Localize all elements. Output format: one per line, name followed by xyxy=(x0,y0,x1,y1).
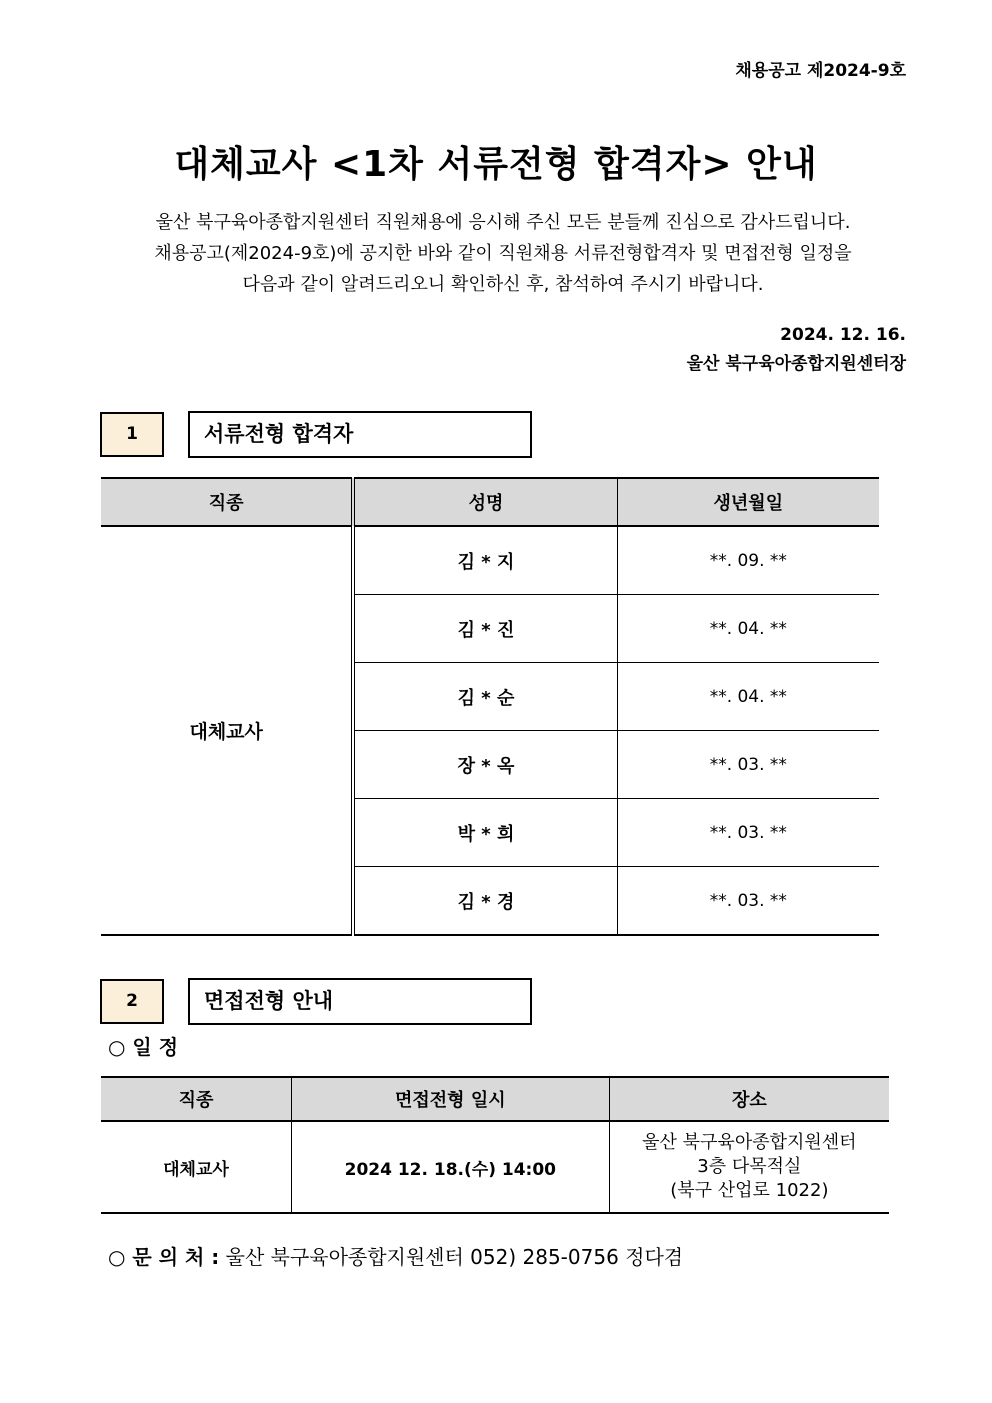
birth-cell: **. 09. ** xyxy=(617,526,879,595)
birth-cell: **. 04. ** xyxy=(617,663,879,731)
header-job: 직종 xyxy=(101,478,353,526)
job-cell: 대체교사 xyxy=(101,1121,291,1213)
contact-info xyxy=(108,1241,683,1270)
name-cell: 장 * 옥 xyxy=(353,731,617,799)
name-cell: 김 * 진 xyxy=(353,595,617,663)
intro-line: 다음과 같이 알려드리오니 확인하신 후, 참석하여 주시기 바랍니다. xyxy=(242,274,764,295)
birth-cell: **. 03. ** xyxy=(617,799,879,867)
table-header-row xyxy=(101,478,879,526)
notice-number: 채용공고 제2024-9호 xyxy=(735,61,906,81)
section-title: 서류전형 합격자 xyxy=(188,411,532,458)
table-row xyxy=(101,526,879,595)
place-cell xyxy=(609,1121,889,1213)
place-line: 3층 다목적실 xyxy=(697,1156,802,1177)
table-row xyxy=(101,1121,889,1213)
issuer-name: 울산 북구육아종합지원센터장 xyxy=(686,354,906,374)
name-cell: 김 * 순 xyxy=(353,663,617,731)
datetime-cell: 2024 12. 18.(수) 14:00 xyxy=(291,1121,609,1213)
place-line: 울산 북구육아종합지원센터 xyxy=(642,1132,857,1153)
header-name: 성명 xyxy=(353,478,617,526)
issue-date: 2024. 12. 16. xyxy=(780,325,906,345)
name-cell: 박 * 희 xyxy=(353,799,617,867)
interview-table xyxy=(101,1076,889,1214)
section-title: 면접전형 안내 xyxy=(188,978,532,1025)
place-line: (북구 산업로 1022) xyxy=(670,1180,829,1201)
header-place: 장소 xyxy=(609,1077,889,1121)
intro-line: 울산 북구육아종합지원센터 직원채용에 응시해 주신 모든 분들께 진심으로 감사드립니다. xyxy=(155,212,851,233)
table-header-row xyxy=(101,1077,889,1121)
passer-table xyxy=(101,477,879,936)
header-datetime: 면접전형 일시 xyxy=(291,1077,609,1121)
birth-cell: **. 03. ** xyxy=(617,731,879,799)
header-job: 직종 xyxy=(101,1077,291,1121)
contact-label: ○ 문 의 처 : xyxy=(108,1245,220,1269)
name-cell: 김 * 경 xyxy=(353,867,617,936)
section-number: 2 xyxy=(100,979,164,1024)
intro-paragraph xyxy=(0,207,992,300)
schedule-label: ○ 일 정 xyxy=(108,1035,179,1059)
section-number: 1 xyxy=(100,412,164,457)
birth-cell: **. 04. ** xyxy=(617,595,879,663)
job-cell: 대체교사 xyxy=(101,526,353,935)
header-birth: 생년월일 xyxy=(617,478,879,526)
name-cell: 김 * 지 xyxy=(353,526,617,595)
contact-value: 울산 북구육아종합지원센터 052) 285-0756 정다겸 xyxy=(225,1245,684,1269)
birth-cell: **. 03. ** xyxy=(617,867,879,936)
intro-line: 채용공고(제2024-9호)에 공지한 바와 같이 직원채용 서류전형합격자 및 면접전형 일정을 xyxy=(154,243,852,264)
page-title: 대체교사 <1차 서류전형 합격자> 안내 xyxy=(174,144,818,185)
